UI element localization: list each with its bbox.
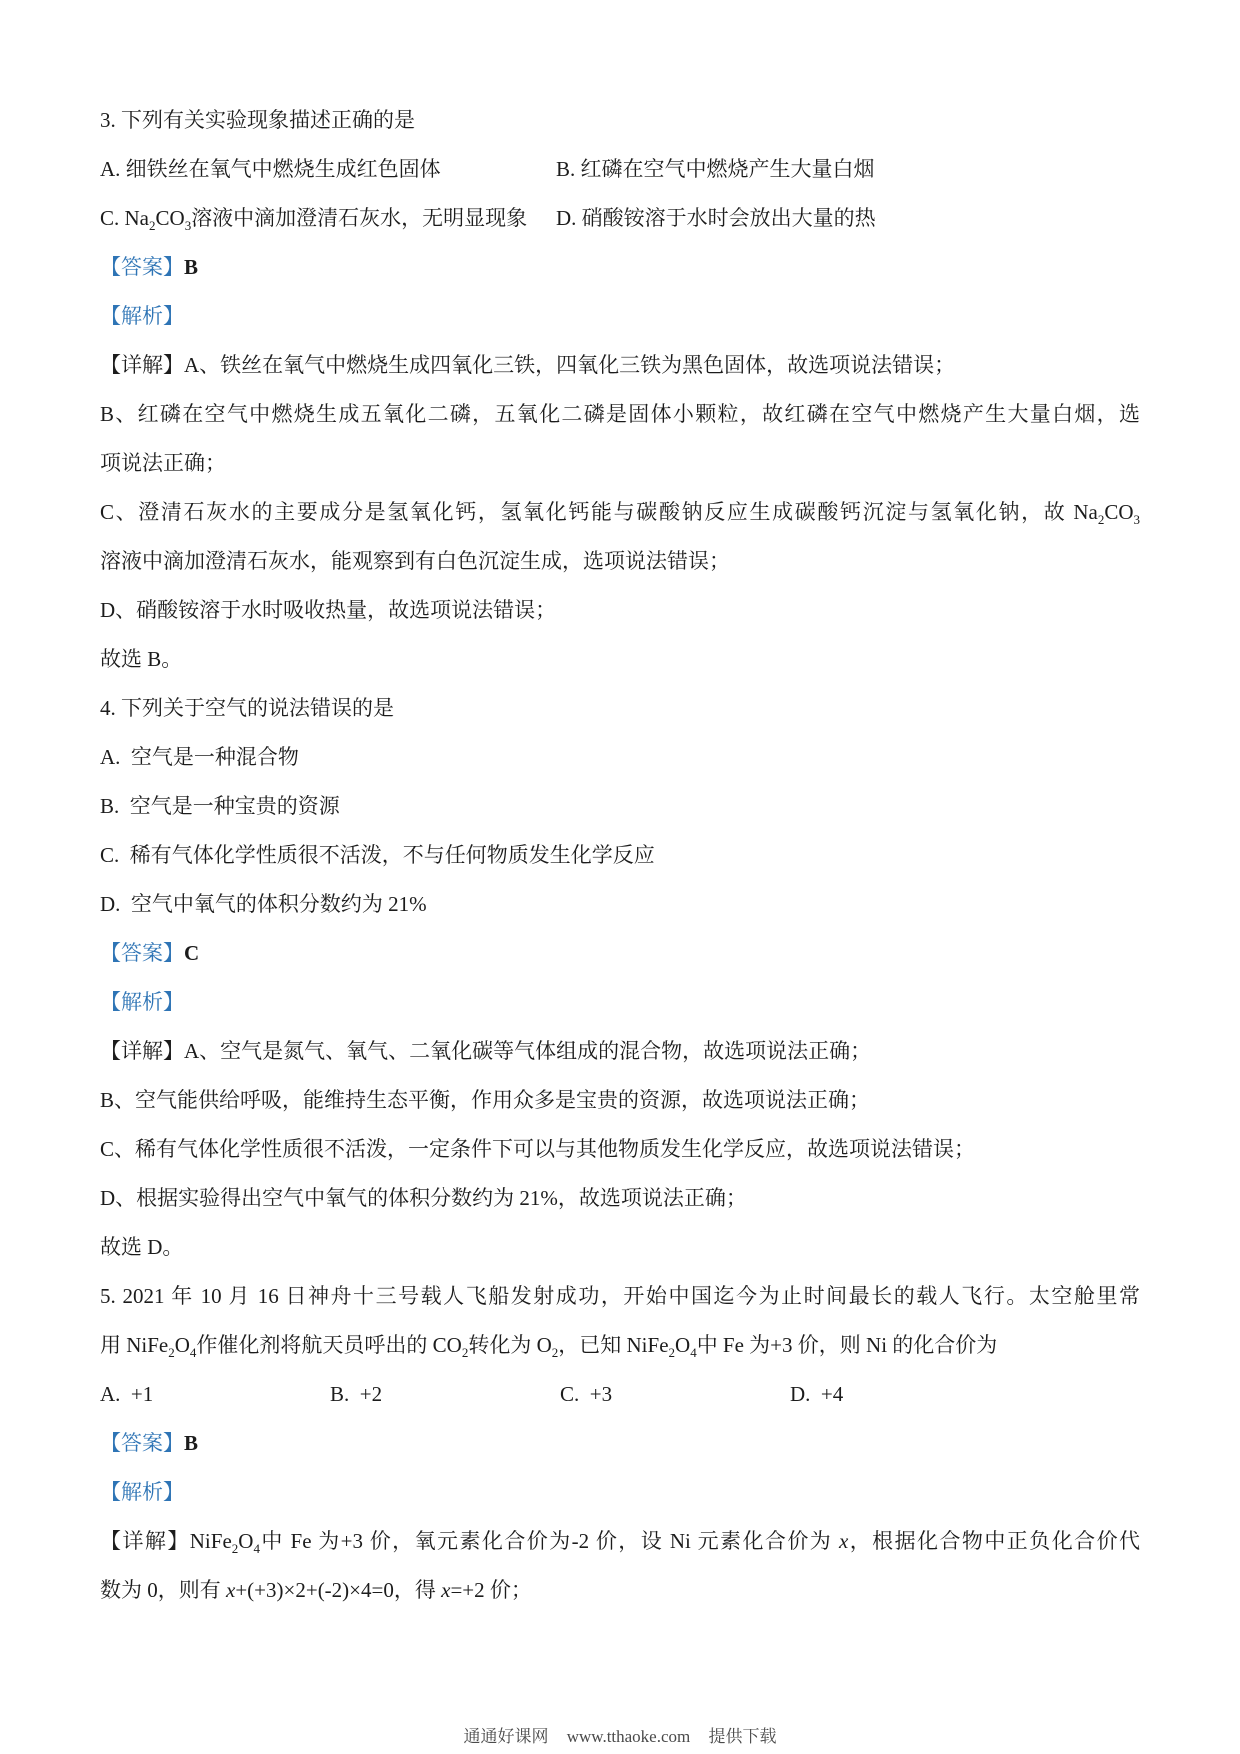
text-segment-sub: 3 bbox=[1133, 512, 1140, 528]
text-segment-i: x bbox=[838, 1529, 849, 1553]
text-segment: D、硝酸铵溶于水时吸收热量，故选项说法错误； bbox=[100, 598, 557, 622]
text-segment: C. +3 bbox=[560, 1382, 613, 1406]
q5-answer bbox=[100, 1419, 1140, 1468]
text-segment: CO bbox=[1104, 500, 1134, 524]
q3-stem bbox=[100, 96, 1140, 145]
text-segment-blue: 【答案】 bbox=[100, 1431, 184, 1455]
text-segment: O bbox=[675, 1333, 691, 1357]
text-segment: D. 空气中氧气的体积分数约为 21% bbox=[100, 892, 427, 916]
q4-conclusion bbox=[100, 1223, 1140, 1272]
q4-stem bbox=[100, 684, 1140, 733]
q4-option-d bbox=[100, 880, 1140, 929]
text-segment: B、空气能供给呼吸，能维持生态平衡，作用众多是宝贵的资源，故选项说法正确； bbox=[100, 1088, 871, 1112]
text-segment-sub: 2 bbox=[1097, 512, 1105, 528]
text-segment: B、红磷在空气中燃烧生成五氧化二磷，五氧化二磷是固体小颗粒，故红磷在空气中燃烧产生大量白烟，选 bbox=[100, 402, 1140, 426]
q4-explain-d bbox=[100, 1174, 1140, 1223]
q4-explain-c bbox=[100, 1125, 1140, 1174]
text-segment: 4. 下列关于空气的说法错误的是 bbox=[100, 696, 394, 720]
text-segment-i: x bbox=[226, 1578, 236, 1602]
text-segment-sub: 2 bbox=[149, 218, 156, 234]
text-segment: B. +2 bbox=[330, 1382, 383, 1406]
q3-explain-b2 bbox=[100, 439, 1140, 488]
text-segment-blue: 【答案】 bbox=[100, 255, 184, 279]
text-segment-b: C bbox=[184, 941, 200, 965]
footer-site-name: 通通好课网 bbox=[463, 1727, 549, 1746]
text-segment-b: B bbox=[184, 255, 199, 279]
text-segment: D、根据实验得出空气中氧气的体积分数约为 21%，故选项说法正确； bbox=[100, 1186, 747, 1210]
q3-explain-d bbox=[100, 586, 1140, 635]
text-segment: CO bbox=[155, 206, 185, 230]
q4-option-a bbox=[100, 733, 1140, 782]
q3-explain-c2 bbox=[100, 537, 1140, 586]
exam-answer-sheet bbox=[100, 96, 1140, 1615]
text-segment-sub: 4 bbox=[690, 1345, 697, 1361]
page-footer bbox=[0, 1722, 1240, 1747]
q4-option-c bbox=[100, 831, 1140, 880]
text-segment: 中 Fe 为+3 价，则 Ni 的化合价为 bbox=[696, 1333, 998, 1357]
text-segment: C. Na bbox=[100, 206, 149, 230]
q5-analysis-label bbox=[100, 1468, 1140, 1517]
text-segment: A. 空气是一种混合物 bbox=[100, 745, 299, 769]
text-segment: 转化为 O bbox=[468, 1333, 552, 1357]
text-segment: 溶液中滴加澄清石灰水，无明显现象 bbox=[191, 206, 528, 230]
text-segment: O bbox=[238, 1529, 254, 1553]
text-segment: C、稀有气体化学性质很不活泼，一定条件下可以与其他物质发生化学反应，故选项说法错误； bbox=[100, 1137, 976, 1161]
text-segment-b: B bbox=[184, 1431, 199, 1455]
q5-explain-line2 bbox=[100, 1566, 1140, 1615]
option-cell bbox=[100, 1370, 330, 1419]
text-segment-sub: 2 bbox=[168, 1345, 175, 1361]
q5-stem-line2 bbox=[100, 1321, 1140, 1370]
q5-stem-line1 bbox=[100, 1272, 1140, 1321]
text-segment: 项说法正确； bbox=[100, 451, 226, 475]
text-segment: 【详解】A、空气是氮气、氧气、二氧化碳等气体组成的混合物，故选项说法正确； bbox=[100, 1039, 872, 1063]
q3-explain-c bbox=[100, 488, 1140, 537]
text-segment: =+2 价； bbox=[450, 1578, 532, 1602]
q5-options bbox=[100, 1370, 1140, 1419]
option-cell bbox=[790, 1370, 843, 1419]
q4-answer bbox=[100, 929, 1140, 978]
text-segment: A. 细铁丝在氧气中燃烧生成红色固体 bbox=[100, 157, 441, 181]
q3-options-cd bbox=[100, 194, 1140, 243]
q4-analysis-label bbox=[100, 978, 1140, 1027]
text-segment: 故选 D。 bbox=[100, 1235, 184, 1259]
text-segment: 作催化剂将航天员呼出的 CO bbox=[196, 1333, 462, 1357]
text-segment: 中 Fe 为+3 价，氧元素化合价为-2 价，设 Ni 元素化合价为 bbox=[259, 1529, 839, 1553]
text-segment-blue: 【解析】 bbox=[100, 304, 184, 328]
text-segment-sub: 2 bbox=[231, 1541, 239, 1557]
q4-explain-a bbox=[100, 1027, 1140, 1076]
q3-explain-b bbox=[100, 390, 1140, 439]
q3-options-ab bbox=[100, 145, 1140, 194]
text-segment: ，已知 NiFe bbox=[558, 1333, 669, 1357]
text-segment: D. 硝酸铵溶于水时会放出大量的热 bbox=[556, 206, 876, 230]
q4-explain-b bbox=[100, 1076, 1140, 1125]
text-segment: C、澄清石灰水的主要成分是氢氧化钙，氢氧化钙能与碳酸钠反应生成碳酸钙沉淀与氢氧化钠，故 Na bbox=[100, 500, 1098, 524]
text-segment: C. 稀有气体化学性质很不活泼，不与任何物质发生化学反应 bbox=[100, 843, 655, 867]
option-cell bbox=[560, 1370, 790, 1419]
text-segment: +(+3)×2+(-2)×4=0，得 bbox=[235, 1578, 442, 1602]
q3-explain-a bbox=[100, 341, 1140, 390]
option-cell bbox=[100, 194, 556, 243]
text-segment-sub: 2 bbox=[668, 1345, 676, 1361]
text-segment-sub: 2 bbox=[461, 1345, 469, 1361]
text-segment: A. +1 bbox=[100, 1382, 154, 1406]
q4-option-b bbox=[100, 782, 1140, 831]
option-cell bbox=[100, 145, 556, 194]
text-segment: D. +4 bbox=[790, 1382, 844, 1406]
text-segment: 溶液中滴加澄清石灰水，能观察到有白色沉淀生成，选项说法错误； bbox=[100, 549, 730, 573]
text-segment: B. 红磷在空气中燃烧产生大量白烟 bbox=[556, 157, 875, 181]
text-segment-i: x bbox=[441, 1578, 451, 1602]
q3-analysis-label bbox=[100, 292, 1140, 341]
text-segment-sub: 4 bbox=[189, 1345, 197, 1361]
text-segment-sub: 3 bbox=[184, 218, 192, 234]
footer-site-url[interactable]: www.tthaoke.com bbox=[566, 1727, 691, 1746]
text-segment: O bbox=[174, 1333, 190, 1357]
text-segment: 故选 B。 bbox=[100, 647, 183, 671]
q3-conclusion bbox=[100, 635, 1140, 684]
text-segment: 数为 0，则有 bbox=[100, 1578, 226, 1602]
text-segment: ，根据化合物中正负化合价代 bbox=[848, 1529, 1141, 1553]
text-segment-sub: 2 bbox=[551, 1345, 559, 1361]
option-cell bbox=[556, 194, 876, 243]
text-segment: 5. 2021 年 10 月 16 日神舟十三号载人飞船发射成功，开始中国迄今为止时间最长的载人飞行。太空舱里常 bbox=[100, 1284, 1140, 1308]
q5-explain-line1 bbox=[100, 1517, 1140, 1566]
footer-download-note: 提供下载 bbox=[708, 1727, 777, 1746]
text-segment-blue: 【解析】 bbox=[100, 1480, 184, 1504]
text-segment: B. 空气是一种宝贵的资源 bbox=[100, 794, 340, 818]
text-segment: 【详解】NiFe bbox=[100, 1529, 232, 1553]
text-segment-sub: 4 bbox=[253, 1541, 260, 1557]
text-segment: 用 NiFe bbox=[100, 1333, 169, 1357]
option-cell bbox=[330, 1370, 560, 1419]
text-segment: 3. 下列有关实验现象描述正确的是 bbox=[100, 108, 415, 132]
text-segment: 【详解】A、铁丝在氧气中燃烧生成四氧化三铁，四氧化三铁为黑色固体，故选项说法错误； bbox=[100, 353, 956, 377]
text-segment-blue: 【答案】 bbox=[100, 941, 184, 965]
q3-answer bbox=[100, 243, 1140, 292]
text-segment-blue: 【解析】 bbox=[100, 990, 184, 1014]
option-cell bbox=[556, 145, 875, 194]
